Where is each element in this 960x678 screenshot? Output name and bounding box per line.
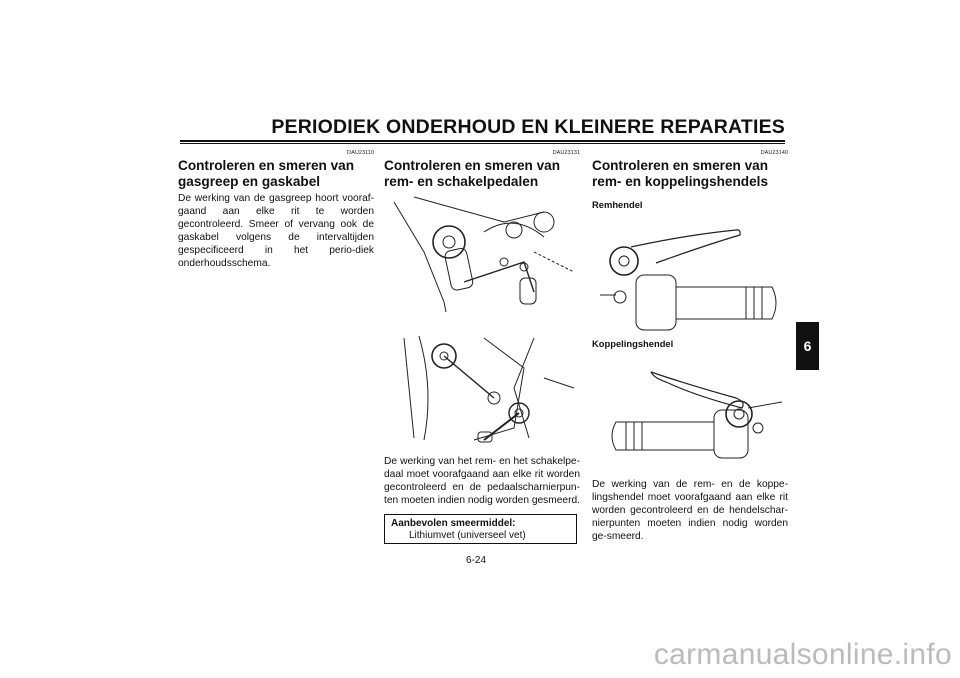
section-title: Controleren en smeren van rem- en koppelingshendels [592, 158, 769, 189]
page-number: 6-24 [466, 555, 487, 566]
brake-lever-illustration [596, 225, 784, 335]
page-header-title: PERIODIEK ONDERHOUD EN KLEINERE REPARATIES [271, 116, 785, 138]
section-code: DAU23131 [552, 150, 580, 156]
section-body: De werking van de rem- en de koppe-lingshendel moet voorafgaand aan elke rit worden gecontroleerd en de hendelschar-nierpunten moeten indien nodig worden ge-smeerd. [592, 479, 788, 542]
brake-pedal-illustration [384, 192, 580, 322]
section-title: Controleren en smeren van gasgreep en gaskabel [178, 158, 355, 189]
subheading-brake-lever: Remhendel [592, 199, 643, 210]
section-throttle [178, 150, 374, 270]
lubricant-label: Aanbevolen smeermiddel: [391, 518, 516, 529]
lubricant-value: Lithiumvet (universeel vet) [409, 530, 526, 541]
section-body: De werking van het rem- en het schakelpe-daal moet voorafgaand aan elke rit worden gecontroleerd en de pedaalscharnierpun-ten moeten indien nodig worden gesmeerd. [384, 456, 580, 506]
section-code: DAU23140 [760, 150, 788, 156]
section-code: DAU23110 [347, 150, 374, 156]
section-levers [592, 150, 788, 349]
header-rule-thin [180, 143, 785, 144]
subheading-clutch-lever: Koppelingshendel [592, 338, 674, 349]
section-title: Controleren en smeren van rem- en schakelpedalen [384, 158, 561, 189]
lubricant-box [384, 514, 577, 544]
header-rule [180, 140, 785, 142]
shift-pedal-illustration [384, 328, 580, 448]
section-pedals [384, 150, 580, 192]
section-levers-body [592, 478, 788, 543]
section-body: De werking van de gasgreep hoort vooraf-gaand aan elke rit te worden gecontroleerd. Smeer of vervang ook de gaskabel volgens de intervaltijden gespecificeerd in het perio-diek onderhoudsschema. [178, 193, 374, 269]
watermark: carmanualsonline.info [653, 638, 952, 671]
clutch-lever-illustration [596, 362, 784, 462]
section-pedals-body [384, 455, 580, 507]
chapter-tab: 6 [796, 322, 819, 370]
